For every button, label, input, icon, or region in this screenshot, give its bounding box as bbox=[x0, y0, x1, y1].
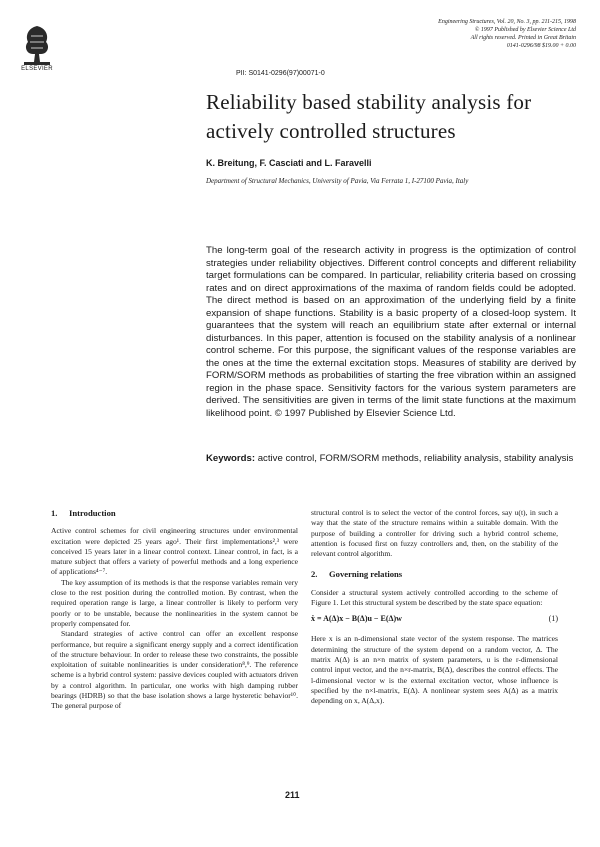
journal-line: Engineering Structures, Vol. 20, No. 3, pp. 211-215, 1998 bbox=[438, 19, 576, 25]
keywords-label: Keywords: bbox=[206, 453, 256, 464]
elsevier-tree-logo bbox=[22, 22, 52, 66]
author-list: K. Breitung, F. Casciati and L. Faravelli bbox=[206, 158, 372, 168]
paragraph: structural control is to select the vector of the control forces, say u(t), in such a way that the state of the structure remains within a suitable domain. With the purpose of building a controller for driving such a hybrid control scheme, attention is focused first on fuzzy controllers and, then, on the stability of the relevant control algorithm. bbox=[311, 508, 558, 559]
equation-expression: ẋ = A(Δ)x − B(Δ)u − E(Δ)w bbox=[311, 614, 402, 624]
keywords bbox=[206, 453, 576, 466]
section-number: 2. bbox=[311, 569, 318, 580]
pii-code: PII: S0141-0296(97)00071-0 bbox=[236, 70, 325, 77]
keywords-text: active control, FORM/SORM methods, reliability analysis, stability analysis bbox=[257, 453, 574, 464]
paragraph: Consider a structural system actively controlled according to the scheme of Figure 1. Let this structural system be described by the state space equation: bbox=[311, 587, 558, 608]
publisher-wordmark: ELSEVIER bbox=[21, 66, 53, 72]
equation-1 bbox=[311, 614, 558, 628]
page-number: 211 bbox=[285, 790, 300, 800]
section-title: Governing relations bbox=[329, 569, 403, 580]
journal-line: All rights reserved. Printed in Great Britain bbox=[470, 35, 576, 41]
right-column bbox=[311, 508, 558, 706]
section-heading-introduction bbox=[51, 508, 298, 518]
paragraph: Here x is an n-dimensional state vector of the system response. The matrices determining the structure of the system depend on a random vector, Δ. The matrix A(Δ) is an n×n matrix of system parameters, u is the r-dimensional control input vector, and the n×r-matrix, B(Δ), describes the control effects. The l-dimensional vector w is the external excitation vector, whose influence is specified by the n×l-matrix, E(Δ). A nonlinear system sees A(Δ) as a matrix depending on x, A(Δ,x). bbox=[311, 634, 558, 706]
equation-number: (1) bbox=[548, 614, 558, 624]
journal-line: 0141-0296/98 $19.00 + 0.00 bbox=[506, 43, 576, 49]
affiliation: Department of Structural Mechanics, University of Pavia, Via Ferrata 1, I-27100 Pavia, Italy bbox=[206, 177, 469, 185]
paragraph: Active control schemes for civil engineering structures under environmental excitation were depicted 25 years ago¹. Their first implementations²,³ were conceived 15 years later in a linear control context. Linear control, in fact, is a mature subject that offers a variety of powerful methods and a long experience of applications⁴⁻⁷. bbox=[51, 526, 298, 577]
abstract: The long-term goal of the research activity in progress is the optimization of control strategies under reliability objectives. Different control concepts and different reliability target formulations can be compared. In particular, reliability criteria based on crossing rates and on direct approximations of the maxima of random fields could be adopted. The direct method is based on an approximation of the underlying field by a finite expansion of shape functions. Stability is a basic property of a closed-loop system. It guarantees that the system will reach an equilibrium state after external or internal disturbances. In this paper, attention is focused on the stability analysis of a nonlinear control scheme. For this purpose, the significant values of the response variables are the ones at the time the external excitation stops. Measures of stability are derived by FORM/SORM methods as probabilities of starting the free vibration within an assigned region in the phase space. Sensitivity factors for the various system parameters are derived. The sensitivities are given in terms of the limit state functions at the maximum likelihood point. © 1997 Published by Elsevier Science Ltd. bbox=[206, 245, 576, 419]
journal-line: © 1997 Published by Elsevier Science Ltd bbox=[474, 27, 576, 33]
section-title: Introduction bbox=[69, 508, 116, 518]
left-column bbox=[51, 508, 298, 712]
paragraph: Standard strategies of active control can offer an excellent response performance, but require a significant energy supply and a correct identification of the structure behaviour. In order to release these two constraints, the possible exploitation of suitable nonlinearities is under consideration⁸,⁹. The reference scheme is a hybrid control system: passive devices coupled with actuators driven by a control algorithm. In particular, one works with high damping rubber bearings (HDRB) so that the base isolation shows a large hysteretic behavior¹⁰. The general purpose of bbox=[51, 629, 298, 711]
journal-info bbox=[386, 18, 576, 50]
section-number: 1. bbox=[51, 508, 58, 518]
paragraph: The key assumption of its methods is that the response variables remain very close to the rest position during the controlled motion. By contrast, when the required operation range is large, a linear controller is likely to perform very poorly or to be unstable, because the nonlinearities in the system cannot be properly compensated for. bbox=[51, 577, 298, 628]
article-title: Reliability based stability analysis for actively controlled structures bbox=[206, 90, 532, 143]
section-heading-governing-relations bbox=[311, 569, 558, 579]
